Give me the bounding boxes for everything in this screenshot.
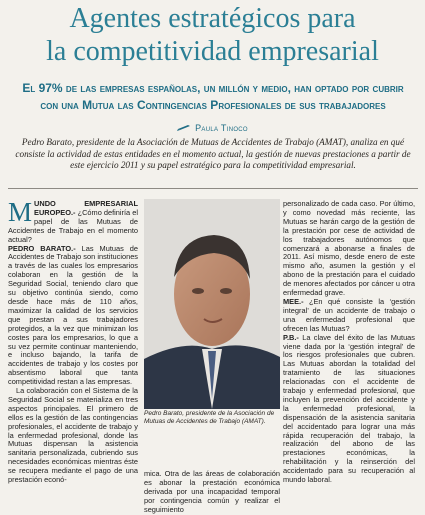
answer-1	[8, 245, 138, 388]
column-3: mica. Otra de las áreas de colaboración es abonar la prestación económica derivada por una incapacidad temporal por contingencia común y realizar el seguimiento	[144, 469, 280, 514]
headline-line-1: Agentes estratégicos para	[69, 3, 356, 34]
interviewer-label: UNDO EMPRESARIAL EUROPEO.-	[34, 199, 138, 217]
answer-text: La clave del éxito de las Mutuas viene dada por la ‘gestión integral’ de los riesgos profesionales que cubren. Las Mutuas abordan la totalidad del tratamiento de las situaciones relacionadas con el accidente de trabajo y enfermedad profesional, que incluyen la prevención del accidente y la enfermedad profesional, la dispensación de la asistencia sanitaria del accidentado para lograr una más rápida recuperación del trabajo, la realización del abono de las prestaciones económicas, la rehabilitación y la reinserción del accidentado para su recuperación al mundo laboral.	[283, 332, 415, 485]
answer-text: Las Mutuas de Accidentes de Trabajo son instituciones a través de las cuales los empresarios colaboran en la gestión de la Seguridad Social, teniendo claro que su objetivo continúa siendo, como desde hace más de 110 años, maximizar la calidad de los servicios que prestan a sus trabajadores protegidos, a la vez que minimizan los costes para los empresarios, lo que a su vez permite continuar manteniendo, e incluso bajando, la tarifa de accidentes de trabajo y los costes por absentismo laboral que tanta competitividad restan a las empresas.	[8, 243, 138, 387]
article-intro: Pedro Barato, presidente de la Asociación de Mutuas de Accidentes de Trabajo (AMAT), analiza en qué consiste la actividad de estas entidades en el momento actual, la gestión de nuevas prestaciones a partir de este ejercicio 2011 y su papel estratégico para la competitividad empresarial.	[15, 137, 411, 170]
pen-icon	[177, 124, 191, 133]
portrait-photo	[144, 199, 280, 409]
divider	[8, 188, 418, 189]
author-name: Paula Tinoco	[195, 123, 248, 133]
paragraph-cont: personalizado de cada caso. Por último, y como novedad más reciente, las Mutuas se harán cargo de la gestión de la prestación por cese de actividad de los trabajadores autónomos que comenzará a abonarse a finales de 2011. Así mismo, desde enero de este mismo año, asumen la gestión y el abono de la prestación para el cuidado de menores afectados por cáncer u otra enfermedad grave.	[283, 199, 415, 298]
paragraph-2: La colaboración con el Sistema de la Seguridad Social se materializa en tres aspectos principales. El primero de ellos es la gestión de las contingencias profesionales, el accidente de trabajo y la enfermedad profesional, donde las Mutuas dispensan la asistencia sanitaria personalizada, cubriendo sus necesidades económicas mientras éste se recupera mediante el pago de una prestación econó-	[8, 386, 138, 485]
interviewee-label: P.B.-	[283, 332, 299, 342]
interviewer-label: MEE.-	[283, 296, 304, 306]
interviewee-label: PEDRO BARATO.-	[8, 243, 76, 253]
answer-2	[283, 334, 415, 485]
column-2	[283, 200, 415, 485]
question-text: ¿En qué consiste la ‘gestión integral’ de un accidente de trabajo o una enfermedad profesional que ofrecen las Mutuas?	[283, 296, 415, 333]
question-2	[283, 298, 415, 334]
question-text: ¿Cómo definiría el papel de las Mutuas de Accidentes de Trabajo en el momento actual?	[8, 207, 138, 244]
question-1	[8, 197, 138, 245]
column-1	[8, 197, 138, 485]
subheadline: El 97% de las empresas españolas, un millón y medio, han optado por cubrir con una Mutua las Contingencias Profesionales de sus trabajadores	[22, 81, 404, 112]
photo-caption: Pedro Barato, presidente de la Asociación de Mutuas de Accidentes de Trabajo (AMAT).	[144, 410, 275, 425]
headline-line-2: la competitividad empresarial	[46, 36, 379, 67]
byline	[0, 123, 425, 133]
drop-cap: M	[8, 197, 33, 227]
